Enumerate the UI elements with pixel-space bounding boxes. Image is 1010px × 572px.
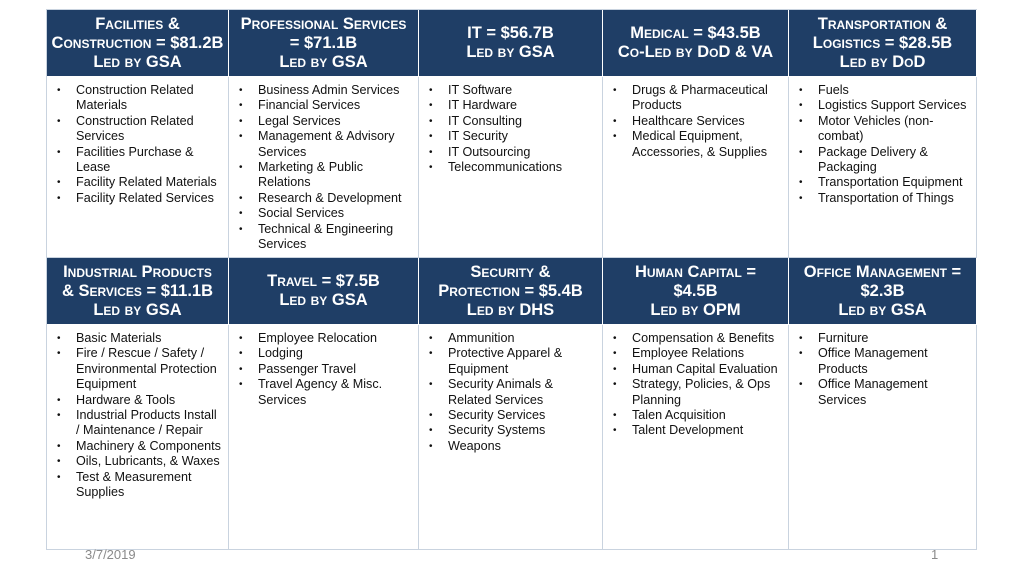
header-line: Led by GSA — [466, 43, 555, 61]
list-item: • Test & Measurement Supplies — [53, 470, 222, 501]
list-item: • Technical & Engineering Services — [235, 222, 412, 253]
item-list — [235, 331, 412, 408]
category-body — [789, 77, 977, 258]
list-item: • Legal Services — [235, 114, 412, 129]
header-line: Led by GSA — [279, 291, 368, 309]
category-header — [789, 258, 977, 325]
header-line: Human Capital = — [634, 262, 757, 281]
item-list — [425, 331, 596, 454]
list-item: • IT Hardware — [425, 98, 596, 113]
list-item: • Drugs & Pharmaceutical Products — [609, 83, 782, 114]
list-item: • Fuels — [795, 83, 970, 98]
item-list — [425, 83, 596, 175]
category-body — [47, 325, 229, 550]
header-line: Office Management = — [803, 262, 962, 281]
category-header — [47, 258, 229, 325]
header-line: Construction = $81.2B — [51, 33, 224, 52]
list-item: • Security Systems — [425, 423, 596, 438]
list-item: • IT Outsourcing — [425, 145, 596, 160]
list-item: • Furniture — [795, 331, 970, 346]
header-line: IT = $56.7B — [467, 24, 554, 42]
list-item: • Fire / Rescue / Safety / Environmental Protection Equipment — [53, 346, 222, 392]
category-header — [603, 10, 789, 77]
header-line: Security & — [470, 262, 551, 281]
header-line: Industrial Products — [63, 262, 212, 281]
category-grid — [46, 9, 977, 550]
category-body — [603, 325, 789, 550]
list-item: • Transportation Equipment — [795, 175, 970, 190]
list-item: • Human Capital Evaluation — [609, 362, 782, 377]
list-item: • Management & Advisory Services — [235, 129, 412, 160]
list-item: • Strategy, Policies, & Ops Planning — [609, 377, 782, 408]
category-header — [419, 10, 603, 77]
list-item: • Employee Relations — [609, 346, 782, 361]
header-line: = $71.1B — [289, 33, 358, 52]
category-body — [789, 325, 977, 550]
item-list — [795, 331, 970, 408]
category-header — [419, 258, 603, 325]
header-line: Led by GSA — [838, 300, 927, 319]
header-line: Medical = $43.5B — [630, 24, 761, 42]
header-line: Led by GSA — [93, 52, 182, 71]
list-item: • Facilities Purchase & Lease — [53, 145, 222, 176]
list-item: • Facility Related Services — [53, 191, 222, 206]
list-item: • Package Delivery & Packaging — [795, 145, 970, 176]
category-header — [789, 10, 977, 77]
header-line: $4.5B — [673, 281, 718, 300]
item-list — [609, 331, 782, 439]
category-body — [47, 77, 229, 258]
list-item: • Medical Equipment, Accessories, & Supplies — [609, 129, 782, 160]
category-header — [603, 258, 789, 325]
category-body — [419, 325, 603, 550]
header-line: Travel = $7.5B — [267, 272, 380, 290]
list-item: • Talent Development — [609, 423, 782, 438]
header-line: Logistics = $28.5B — [812, 33, 953, 52]
list-item: • Hardware & Tools — [53, 393, 222, 408]
category-header — [229, 258, 419, 325]
page-number: 1 — [931, 547, 939, 562]
list-item: • Basic Materials — [53, 331, 222, 346]
list-item: • Office Management Services — [795, 377, 970, 408]
list-item: • IT Consulting — [425, 114, 596, 129]
list-item: • Ammunition — [425, 331, 596, 346]
list-item: • Telecommunications — [425, 160, 596, 175]
category-body — [229, 77, 419, 258]
header-line: Co-Led by DoD & VA — [617, 43, 774, 61]
list-item: • Weapons — [425, 439, 596, 454]
list-item: • Construction Related Services — [53, 114, 222, 145]
list-item: • Office Management Products — [795, 346, 970, 377]
list-item: • Compensation & Benefits — [609, 331, 782, 346]
list-item: • Lodging — [235, 346, 412, 361]
list-item: • Talen Acquisition — [609, 408, 782, 423]
list-item: • Transportation of Things — [795, 191, 970, 206]
list-item: • IT Security — [425, 129, 596, 144]
list-item: • Travel Agency & Misc. Services — [235, 377, 412, 408]
category-body — [603, 77, 789, 258]
header-line: Led by DHS — [466, 300, 555, 319]
header-line: Professional Services — [240, 14, 407, 33]
header-line: Led by OPM — [650, 300, 741, 319]
list-item: • Security Services — [425, 408, 596, 423]
item-list — [609, 83, 782, 160]
header-line: & Services = $11.1B — [61, 281, 214, 300]
item-list — [235, 83, 412, 252]
list-item: • Protective Apparel & Equipment — [425, 346, 596, 377]
list-item: • Oils, Lubricants, & Waxes — [53, 454, 222, 469]
item-list — [53, 83, 222, 206]
list-item: • Passenger Travel — [235, 362, 412, 377]
header-line: Transportation & — [817, 14, 948, 33]
header-line: Protection = $5.4B — [438, 281, 583, 300]
item-list — [53, 331, 222, 500]
category-header — [47, 10, 229, 77]
header-line: $2.3B — [860, 281, 905, 300]
list-item: • Industrial Products Install / Maintenance / Repair — [53, 408, 222, 439]
list-item: • IT Software — [425, 83, 596, 98]
list-item: • Research & Development — [235, 191, 412, 206]
list-item: • Business Admin Services — [235, 83, 412, 98]
footer-date: 3/7/2019 — [85, 547, 136, 562]
list-item: • Financial Services — [235, 98, 412, 113]
header-line: Led by DoD — [839, 52, 926, 71]
category-body — [229, 325, 419, 550]
list-item: • Facility Related Materials — [53, 175, 222, 190]
category-body — [419, 77, 603, 258]
category-header — [229, 10, 419, 77]
list-item: • Healthcare Services — [609, 114, 782, 129]
list-item: • Social Services — [235, 206, 412, 221]
list-item: • Machinery & Components — [53, 439, 222, 454]
list-item: • Employee Relocation — [235, 331, 412, 346]
list-item: • Marketing & Public Relations — [235, 160, 412, 191]
list-item: • Logistics Support Services — [795, 98, 970, 113]
header-line: Led by GSA — [279, 52, 368, 71]
header-line: Led by GSA — [93, 300, 182, 319]
header-line: Facilities & — [95, 14, 180, 33]
list-item: • Motor Vehicles (non-combat) — [795, 114, 970, 145]
list-item: • Security Animals & Related Services — [425, 377, 596, 408]
list-item: • Construction Related Materials — [53, 83, 222, 114]
item-list — [795, 83, 970, 206]
